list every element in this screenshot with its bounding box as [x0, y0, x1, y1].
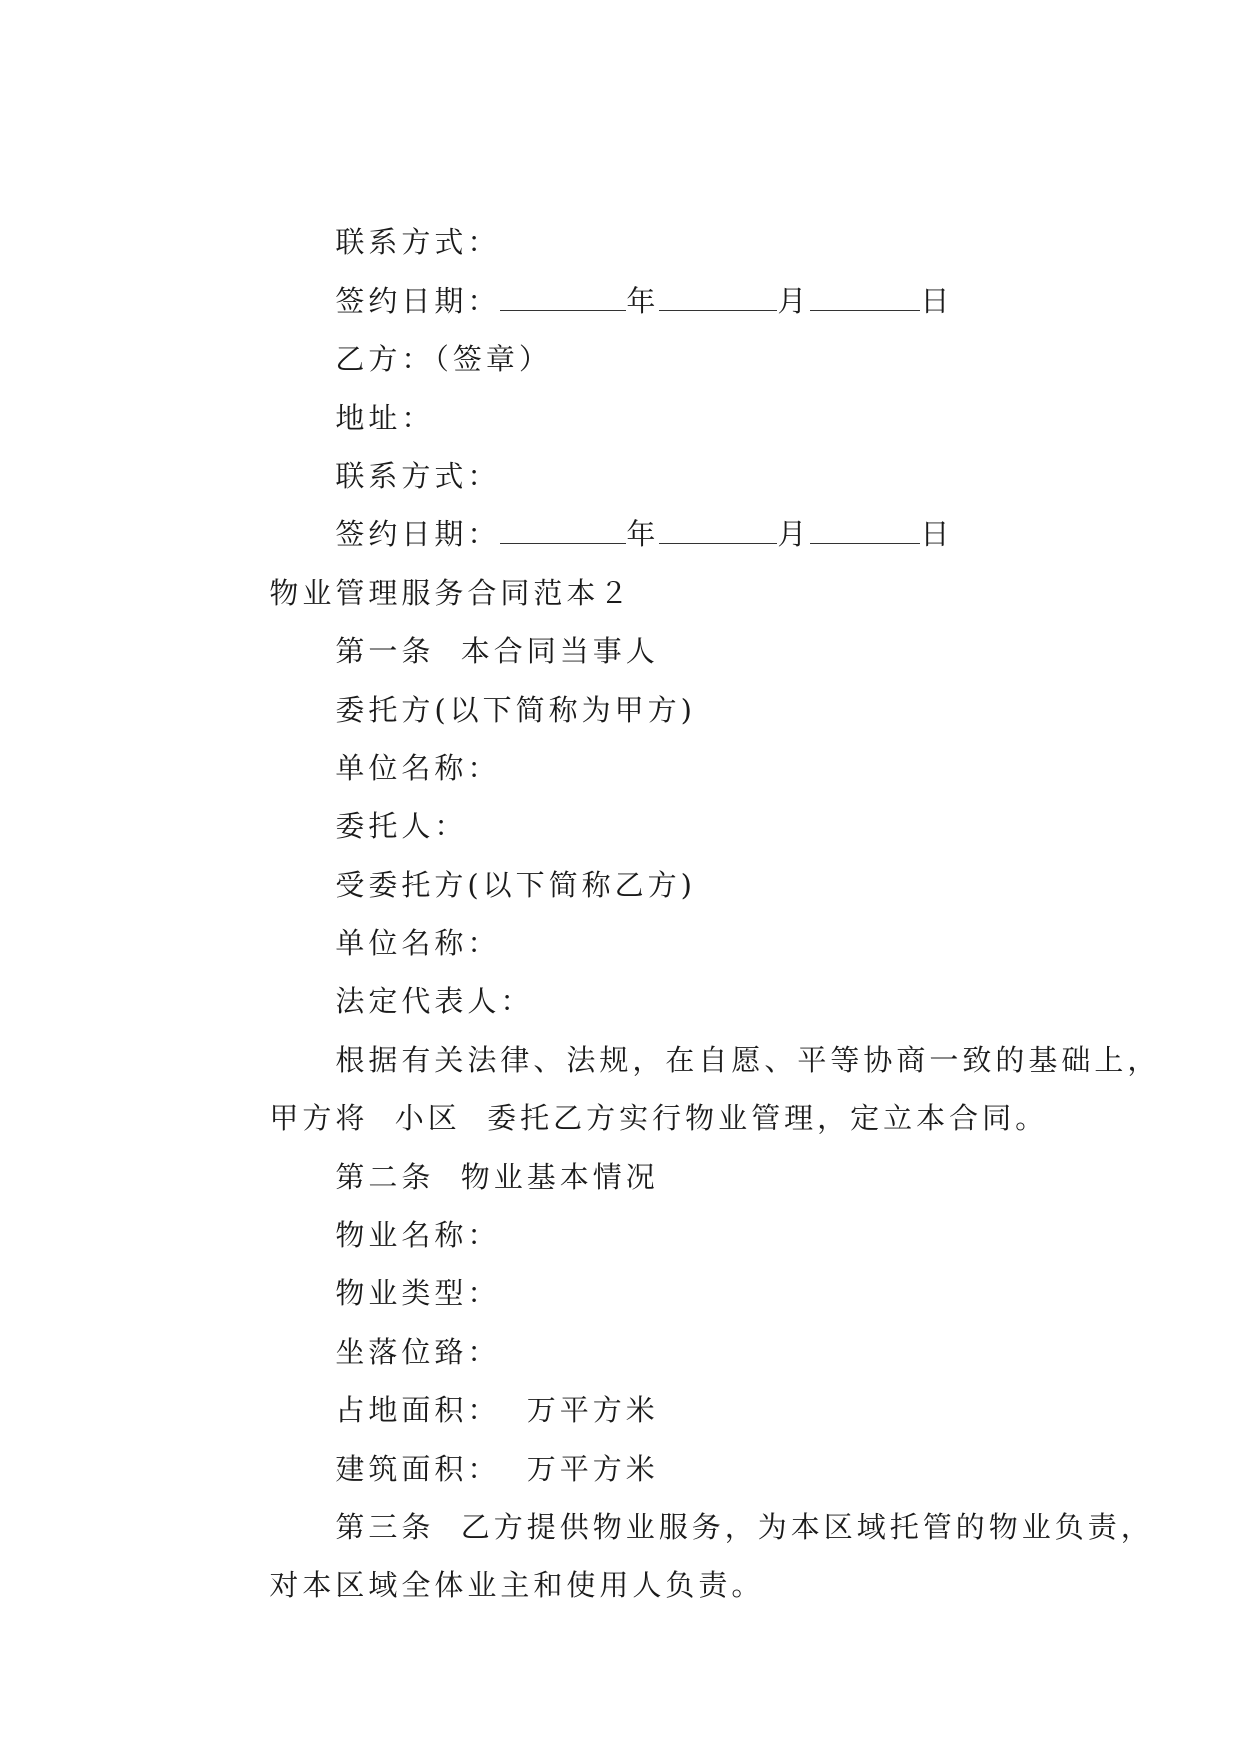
line-text: 法定代表人：: [335, 984, 534, 1019]
year-blank: [500, 521, 626, 544]
day-label: 日: [920, 283, 954, 318]
line-text: 占地面积： 万平方米: [335, 1393, 659, 1428]
line-text: 单位名称：: [335, 750, 501, 785]
line-text: 第二条 物业基本情况: [335, 1159, 659, 1194]
line-text: 地址：: [335, 400, 435, 435]
year-blank: [500, 288, 626, 311]
day-label: 日: [920, 517, 954, 552]
line-text: 第三条 乙方提供物业服务，为本区域托管的物业负责，: [335, 1510, 1154, 1544]
day-blank: [810, 288, 920, 311]
line-text: 物业名称：: [335, 1218, 501, 1253]
line-text: 甲方将 小区 委托乙方实行物业管理，定立本合同。: [269, 1101, 1049, 1136]
line-text: 受委托方(以下简称乙方): [335, 867, 696, 902]
month-blank: [659, 521, 777, 544]
line-text: 坐落位臵：: [335, 1334, 501, 1369]
line-text: 签约日期：: [335, 517, 501, 552]
year-label: 年: [626, 517, 660, 552]
line-text: 联系方式：: [335, 225, 501, 260]
line-text: 第一条 本合同当事人: [335, 634, 659, 669]
month-blank: [659, 288, 777, 311]
line-text: 委托人：: [335, 809, 468, 844]
line-text: 乙方：（签章）: [335, 342, 552, 377]
line-text: 签约日期：: [335, 283, 501, 318]
line-text: 联系方式：: [335, 458, 501, 493]
line-text: 单位名称：: [335, 926, 501, 961]
month-label: 月: [777, 517, 811, 552]
line-text: 物业类型：: [335, 1276, 501, 1311]
line-text: 根据有关法律、法规，在自愿、平等协商一致的基础上，: [335, 1042, 1161, 1077]
document-body: [190, 155, 1161, 1603]
line-text: 物业管理服务合同范本２: [269, 575, 633, 610]
contact-line-a: [190, 155, 1090, 260]
line-text: 建筑面积： 万平方米: [335, 1451, 659, 1486]
day-blank: [810, 521, 920, 544]
month-label: 月: [777, 283, 811, 318]
line-text: 委托方(以下简称为甲方): [335, 692, 696, 727]
year-label: 年: [626, 283, 660, 318]
line-text: 对本区域全体业主和使用人负责。: [269, 1568, 765, 1603]
